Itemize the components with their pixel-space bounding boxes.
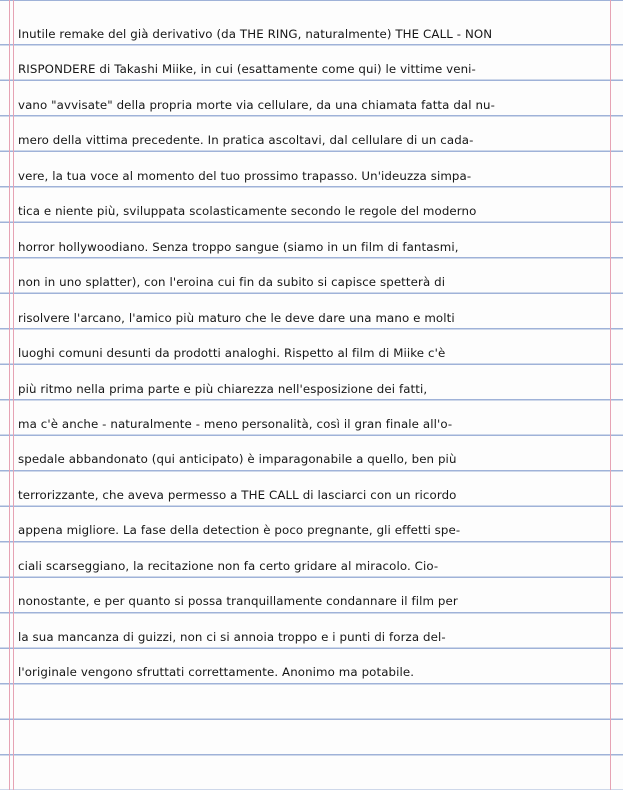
text-line: horror hollywoodiano. Senza troppo sangue (siamo in un film di fantasmi, <box>18 239 459 254</box>
text-line: ciali scarseggiano, la recitazione non fa certo gridare al miracolo. Cio- <box>18 558 439 573</box>
text-line: ma c'è anche - naturalmente - meno personalità, così il gran finale all'o- <box>18 416 453 431</box>
text-line: mero della vittima precedente. In pratica ascoltavi, dal cellulare di un cada- <box>18 133 474 148</box>
text-line: risolvere l'arcano, l'amico più maturo che le deve dare una mano e molti <box>18 310 455 325</box>
text-line: non in uno splatter), con l'eroina cui fin da subito si capisce spetterà di <box>18 275 446 290</box>
text-line: vano "avvisate" della propria morte via cellulare, da una chiamata fatta dal nu- <box>18 97 495 112</box>
text-line: nonostante, e per quanto si possa tranquillamente condannare il film per <box>18 594 458 609</box>
text-line: vere, la tua voce al momento del tuo prossimo trapasso. Un'ideuzza simpa- <box>18 168 472 183</box>
text-line: RISPONDERE di Takashi Miike, in cui (esattamente come qui) le vittime veni- <box>18 62 476 77</box>
text-line: l'originale vengono sfruttati correttamente. Anonimo ma potabile. <box>18 665 415 680</box>
handwritten-review <box>18 0 612 787</box>
text-line: terrorizzante, che aveva permesso a THE CALL di lasciarci con un ricordo <box>18 487 457 502</box>
text-line: appena migliore. La fase della detection è poco pregnante, gli effetti spe- <box>18 523 461 538</box>
text-line: Inutile remake del già derivativo (da THE RING, naturalmente) THE CALL - NON <box>18 27 493 41</box>
left-margin-line <box>9 0 10 790</box>
text-line: spedale abbandonato (qui anticipato) è imparagonabile a quello, ben più <box>18 452 457 467</box>
text-line: la sua mancanza di guizzi, non ci si annoia troppo e i punti di forza del- <box>18 629 446 644</box>
text-line: più ritmo nella prima parte e più chiarezza nell'esposizione dei fatti, <box>18 381 428 396</box>
left-margin-line-inner <box>13 0 14 790</box>
text-line: tica e niente più, sviluppata scolasticamente secondo le regole del moderno <box>18 204 477 219</box>
text-line: luoghi comuni desunti da prodotti analoghi. Rispetto al film di Miike c'è <box>18 346 446 361</box>
